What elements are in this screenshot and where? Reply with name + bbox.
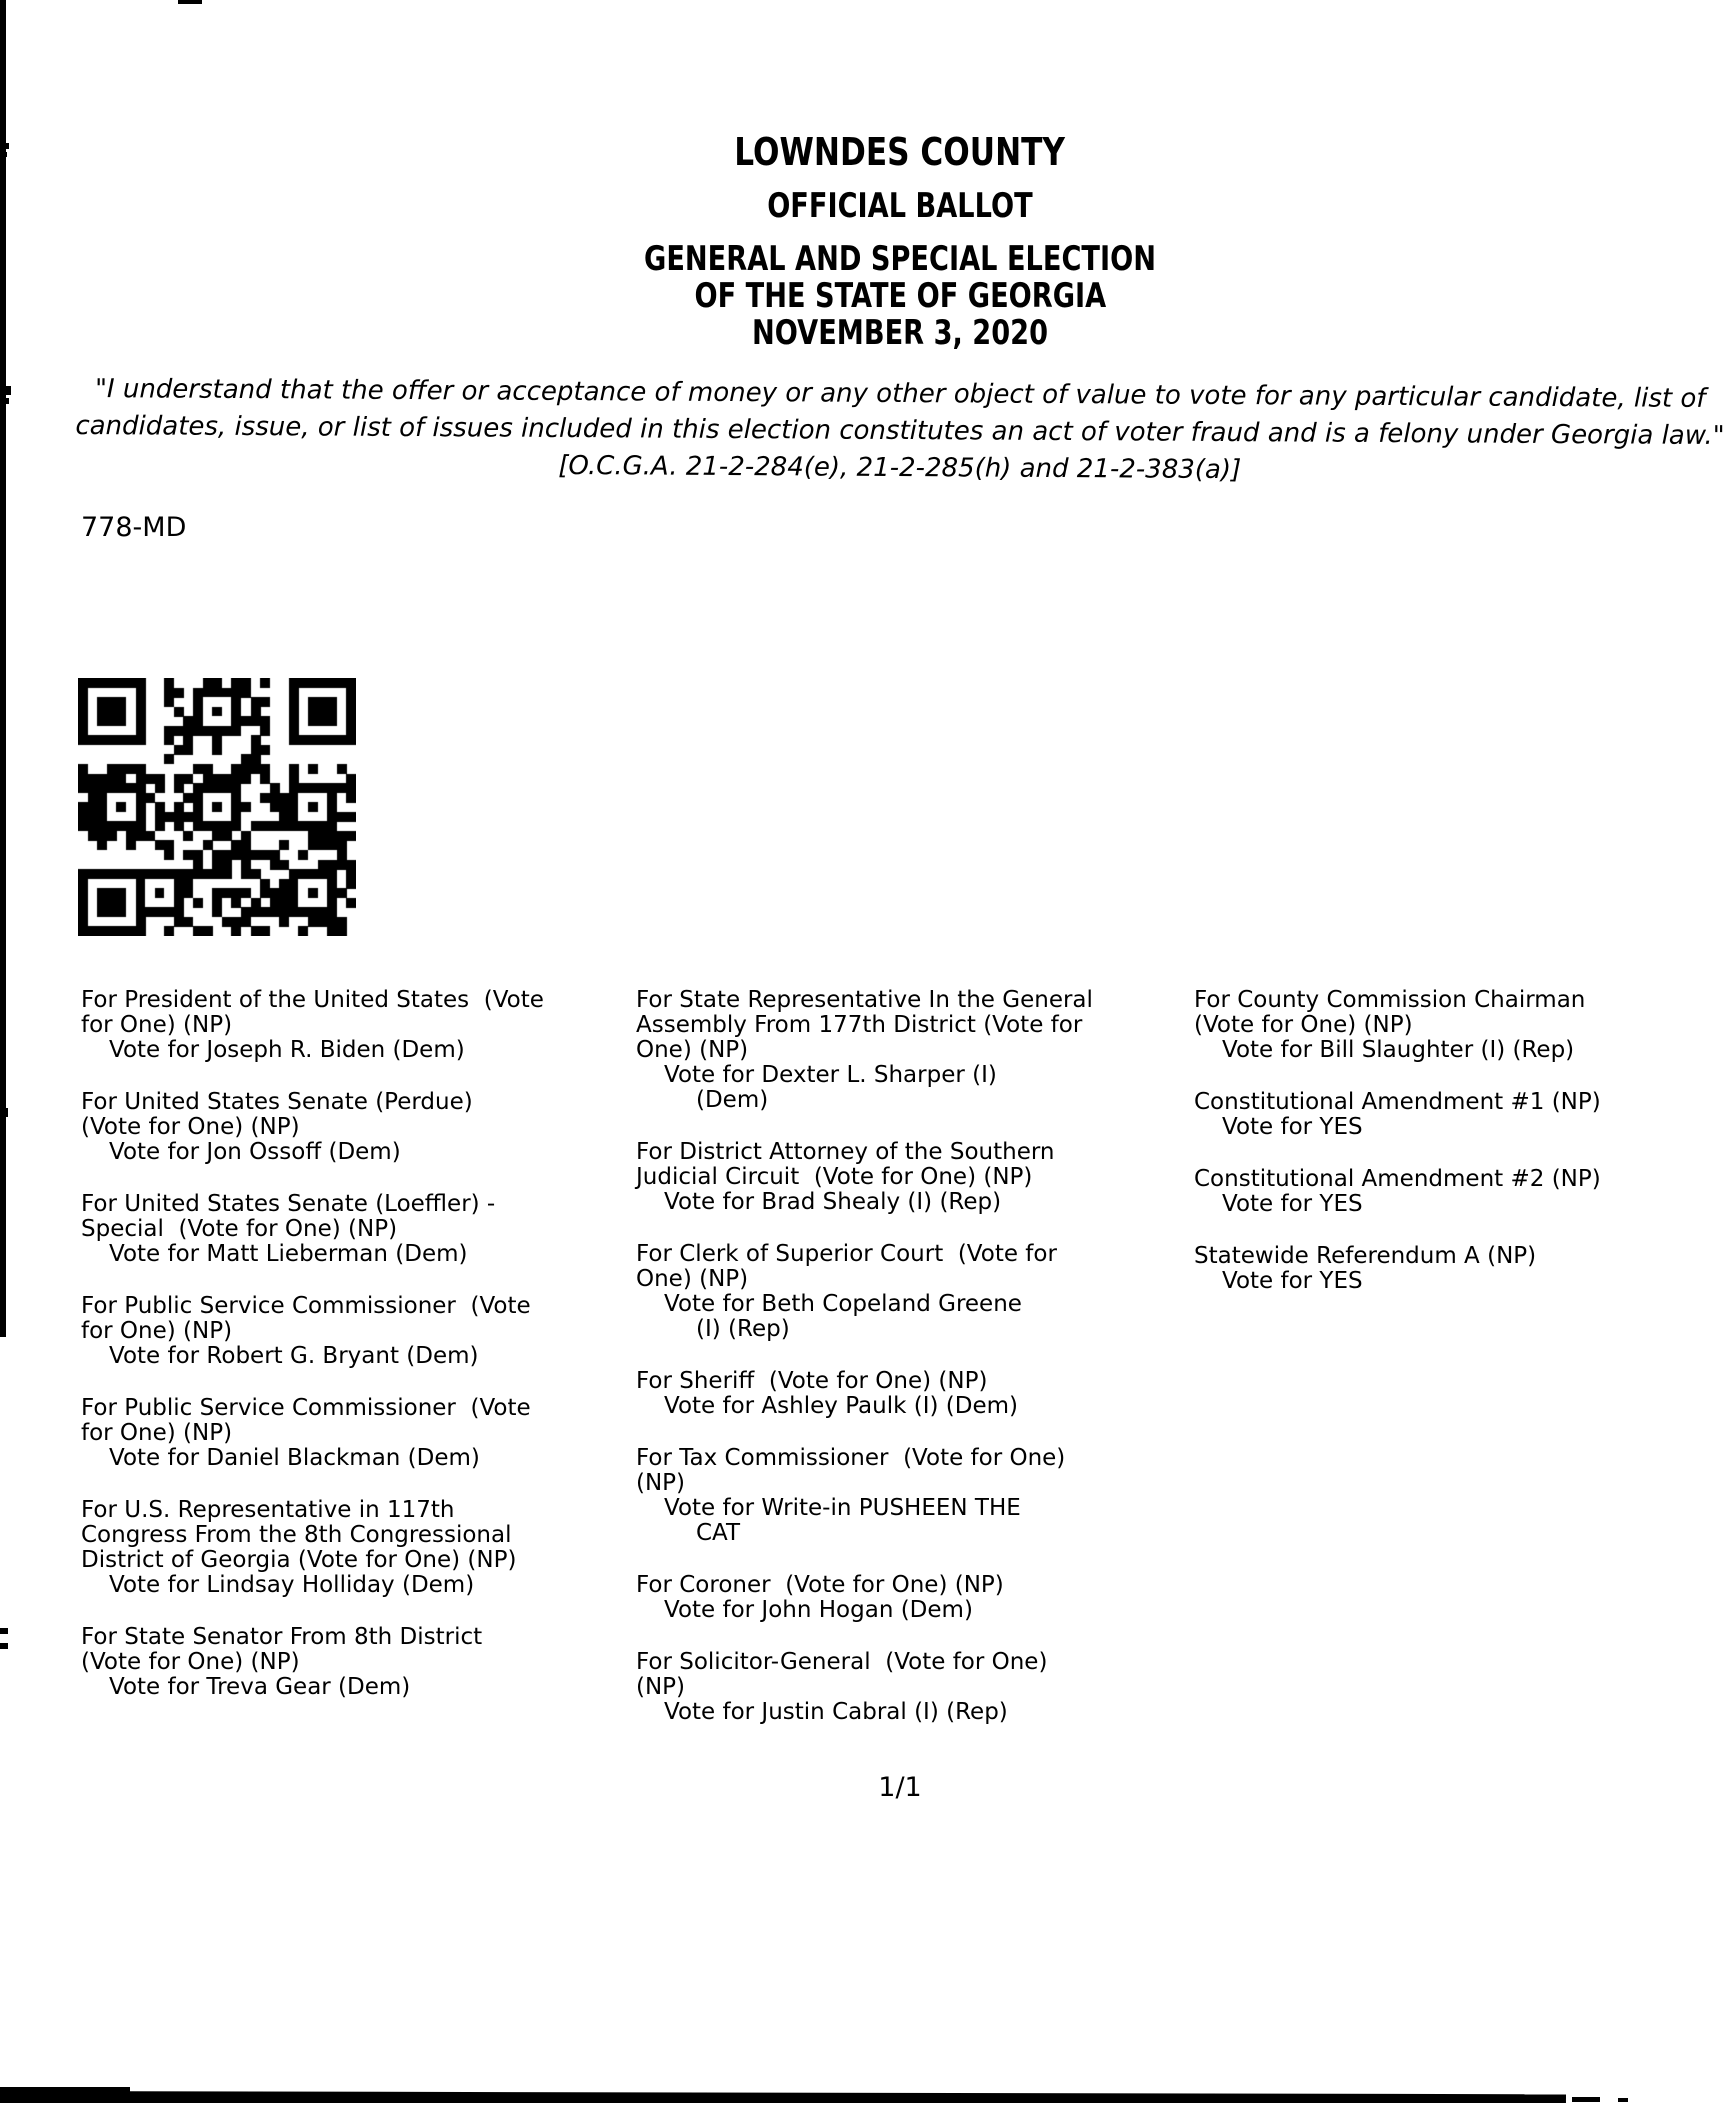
contest: [81, 1625, 641, 1700]
scan-artifact-bottom-bar: [0, 2091, 1566, 2103]
contest-title: For Sheriff (Vote for One) (NP): [636, 1368, 988, 1394]
scan-artifact-dash: [0, 152, 7, 157]
ballot-style-code: 778-MD: [81, 512, 187, 543]
contest-selection: Vote for Beth Copeland Greene (I) (Rep): [664, 1291, 1030, 1342]
contest-title: Statewide Referendum A (NP): [1194, 1243, 1537, 1269]
contest-title: For Public Service Commissioner (Vote for One) (NP): [81, 1293, 538, 1344]
contest-column-2: [636, 988, 1196, 1752]
contest-selection: Vote for Justin Cabral (I) (Rep): [664, 1699, 1008, 1725]
contest: [1194, 988, 1728, 1063]
contest-selection: Vote for Bill Slaughter (I) (Rep): [1222, 1037, 1575, 1063]
contest-title: For State Senator From 8th District (Vote for One) (NP): [81, 1624, 497, 1675]
contest: [636, 1573, 1196, 1623]
contest-title: For President of the United States (Vote for One) (NP): [81, 987, 552, 1038]
contest: [81, 988, 641, 1063]
contest-selection: Vote for YES: [1222, 1114, 1363, 1140]
contest: [636, 1140, 1196, 1215]
contest-selection: Vote for Brad Shealy (I) (Rep): [664, 1189, 1002, 1215]
contest: [81, 1192, 641, 1267]
scan-artifact-dash: [1572, 2097, 1600, 2102]
scan-artifact-top-mark: [178, 0, 202, 4]
scan-artifact-bottom-bar2: [0, 2087, 130, 2095]
contest-title: Constitutional Amendment #1 (NP): [1194, 1089, 1601, 1115]
contest-selection: Vote for John Hogan (Dem): [664, 1597, 973, 1623]
contest-selection: Vote for Dexter L. Sharper (I) (Dem): [664, 1062, 1005, 1113]
contest-selection: Vote for Joseph R. Biden (Dem): [109, 1037, 465, 1063]
election-line-1: GENERAL AND SPECIAL ELECTION: [644, 239, 1156, 279]
ballot-type-title: OFFICIAL BALLOT: [767, 186, 1033, 226]
contest-title: For Coroner (Vote for One) (NP): [636, 1572, 1004, 1598]
contest-title: For United States Senate (Loeffler) - Special (Vote for One) (NP): [81, 1191, 503, 1242]
election-title: [72, 241, 1728, 352]
contest-selection: Vote for Matt Lieberman (Dem): [109, 1241, 468, 1267]
contest-selection: Vote for Write-in PUSHEEN THE CAT: [664, 1495, 1029, 1546]
contest-title: For United States Senate (Perdue) (Vote for One) (NP): [81, 1089, 488, 1140]
contest-selection: Vote for Robert G. Bryant (Dem): [109, 1343, 479, 1369]
contest-title: Constitutional Amendment #2 (NP): [1194, 1166, 1601, 1192]
contest-selection: Vote for Lindsay Holliday (Dem): [109, 1572, 475, 1598]
contest-selection: Vote for Daniel Blackman (Dem): [109, 1445, 480, 1471]
voter-fraud-disclaimer: "I understand that the offer or acceptance of money or any other object of value to vote for any particular candidate, list of candidates, issue, or list of issues included in this election constitutes an act of voter fraud and is a felony under Georgia law." [O.C.G.A. 21-2-284(e), 21-2-285(h) and 21-2-383(a)]: [75, 374, 1725, 486]
contest: [1194, 1244, 1728, 1294]
contest: [636, 1242, 1196, 1342]
contest: [636, 988, 1196, 1113]
contest: [81, 1498, 641, 1598]
page-number: 1/1: [878, 1772, 922, 1803]
contest: [1194, 1167, 1728, 1217]
scan-artifact-dash: [0, 1628, 8, 1634]
contest-title: For Public Service Commissioner (Vote for One) (NP): [81, 1395, 538, 1446]
scan-artifact-dash: [0, 143, 9, 149]
contest-selection: Vote for Treva Gear (Dem): [109, 1674, 411, 1700]
qr-code: [78, 678, 356, 936]
contest-title: For Clerk of Superior Court (Vote for One) (NP): [636, 1241, 1065, 1292]
county-title: LOWNDES COUNTY: [734, 130, 1066, 174]
contest-selection: Vote for Ashley Paulk (I) (Dem): [664, 1393, 1018, 1419]
contest: [81, 1090, 641, 1165]
contest: [636, 1650, 1196, 1725]
contest-title: For Tax Commissioner (Vote for One) (NP): [636, 1445, 1073, 1496]
contest-column-1: [81, 988, 641, 1727]
contest: [636, 1369, 1196, 1419]
contest: [81, 1294, 641, 1369]
election-line-3: NOVEMBER 3, 2020: [751, 313, 1048, 353]
scan-artifact-dash: [0, 1643, 8, 1649]
contest-column-3: [1194, 988, 1728, 1321]
contest-title: For U.S. Representative in 117th Congress From the 8th Congressional District of Georgia (Vote for One) (NP): [81, 1497, 519, 1573]
contest: [81, 1396, 641, 1471]
contest-title: For State Representative In the General Assembly From 177th District (Vote for One) (NP): [636, 987, 1101, 1063]
scan-artifact-left-bar: [0, 0, 6, 1337]
scan-artifact-dash: [0, 1108, 8, 1117]
scan-artifact-dash: [0, 386, 11, 395]
contest-selection: Vote for Jon Ossoff (Dem): [109, 1139, 401, 1165]
contest: [1194, 1090, 1728, 1140]
ballot-header: [72, 132, 1728, 352]
contest-title: For Solicitor-General (Vote for One) (NP): [636, 1649, 1055, 1700]
scan-artifact-dash: [1618, 2098, 1628, 2102]
scan-artifact-dash: [0, 398, 9, 404]
contest-selection: Vote for YES: [1222, 1268, 1363, 1294]
contest-title: For District Attorney of the Southern Judicial Circuit (Vote for One) (NP): [636, 1139, 1062, 1190]
contest-selection: Vote for YES: [1222, 1191, 1363, 1217]
contest-title: For County Commission Chairman (Vote for One) (NP): [1194, 987, 1600, 1038]
election-line-2: OF THE STATE OF GEORGIA: [694, 276, 1106, 316]
contest: [636, 1446, 1196, 1546]
